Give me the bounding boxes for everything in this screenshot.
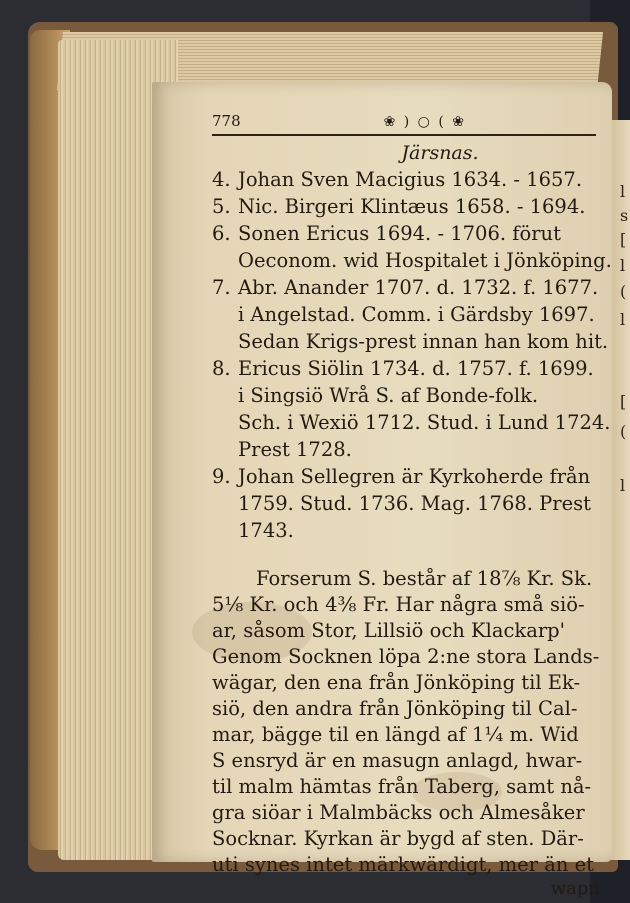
paragraph-line: uti synes intet märkwärdigt, mer än et: [212, 853, 595, 876]
paragraph-line: gra siöar i Malmbäcks och Almesåker: [212, 801, 585, 824]
paragraph-line: Forserum S. består af 18⅞ Kr. Sk.: [256, 567, 593, 590]
facing-glyph: l: [620, 256, 626, 275]
entry-line: 1759. Stud. 1736. Mag. 1768. Prest: [238, 492, 591, 515]
facing-glyph: (: [620, 422, 627, 441]
paragraph-line: Socknar. Kyrkan är bygd af sten. Där-: [212, 827, 584, 850]
entry-line: Sch. i Wexiö 1712. Stud. i Lund 1724.: [238, 411, 611, 434]
page-number: 778: [212, 112, 241, 130]
paragraph-line: S ensryd är en masugn anlagd, hwar-: [212, 749, 583, 772]
page-text: [212, 112, 612, 899]
entry-number: 5.: [212, 195, 231, 218]
entry-line: Ericus Siölin 1734. d. 1757. f. 1699.: [238, 357, 594, 380]
list-item: [212, 463, 608, 544]
entry-line: Prest 1728.: [238, 438, 352, 461]
paragraph-line: ar, såsom Stor, Lillsiö och Klackarp': [212, 619, 565, 642]
entry-number: 4.: [212, 168, 231, 191]
list-item: [212, 274, 608, 355]
list-item: [212, 220, 612, 274]
entry-line: Nic. Birgeri Klintæus 1658. - 1694.: [238, 195, 586, 218]
paragraph-line: mar, bägge til en längd af 1¼ m. Wid: [212, 723, 579, 746]
entry-line: 1743.: [238, 519, 294, 542]
facing-glyph: s: [620, 206, 629, 225]
paragraph-line: wägar, den ena från Jönköping til Ek-: [212, 671, 581, 694]
paragraph-line: Genom Socknen löpa 2:ne stora Lands-: [212, 645, 600, 668]
list-item: [212, 355, 611, 463]
facing-glyph: l: [620, 476, 626, 495]
facing-glyph: (: [620, 282, 627, 301]
entry-line: Sonen Ericus 1694. - 1706. förut: [238, 222, 561, 245]
facing-glyph: [: [620, 230, 627, 249]
paragraph-line: siö, den andra från Jönköping til Cal-: [212, 697, 578, 720]
paragraph-line: 5⅛ Kr. och 4⅜ Fr. Har några små siö-: [212, 593, 585, 616]
catchword: wapn: [550, 878, 600, 899]
list-item: [212, 166, 608, 193]
entry-line: Abr. Anander 1707. d. 1732. f. 1677.: [238, 276, 599, 299]
entry-line: i Singsiö Wrå S. af Bonde-folk.: [238, 384, 539, 407]
header-ornament: ❀ ) ○ ( ❀: [383, 114, 466, 130]
entry-line: Johan Sellegren är Kyrkoherde från: [238, 465, 591, 488]
facing-glyph: l: [620, 182, 626, 201]
facing-glyph: l: [620, 310, 626, 329]
entry-number: 9.: [212, 465, 231, 488]
entry-line: i Angelstad. Comm. i Gärdsby 1697.: [238, 303, 595, 326]
entry-number: 8.: [212, 357, 231, 380]
facing-glyph: [: [620, 392, 627, 411]
body-paragraph: [212, 566, 608, 878]
paragraph-line: til malm hämtas från Taberg, samt nå-: [212, 775, 592, 798]
entry-line: Oeconom. wid Hospitalet i Jönköping.: [238, 249, 612, 272]
entry-number: 6.: [212, 222, 231, 245]
entry-list: [212, 166, 612, 544]
running-header: [212, 112, 596, 136]
section-title: Järsnas.: [401, 142, 479, 164]
entry-line: Johan Sven Macigius 1634. - 1657.: [238, 168, 583, 191]
list-item: [212, 193, 608, 220]
entry-number: 7.: [212, 276, 231, 299]
entry-line: Sedan Krigs-prest innan han kom hit.: [238, 330, 609, 353]
